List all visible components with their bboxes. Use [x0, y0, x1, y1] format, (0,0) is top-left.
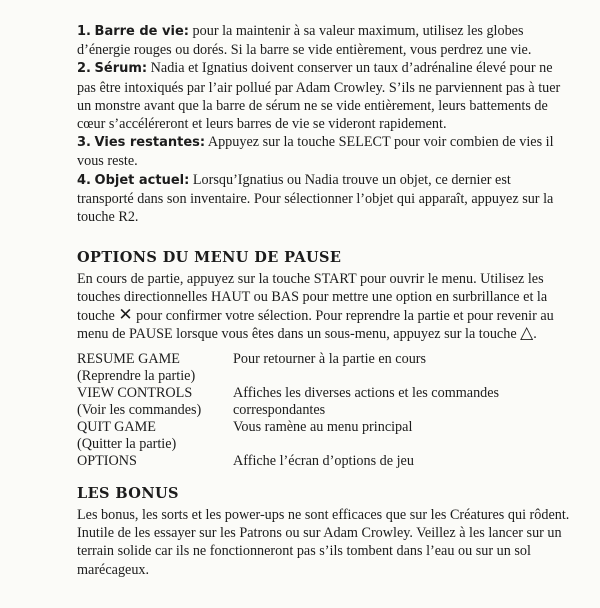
hud-item-current-object [77, 171, 570, 227]
bonus-text: Les bonus, les sorts et les power-ups ne sont efficaces que sur les Créatures qui rôdent. Inutile de les essayer sur les Patrons ou sur Adam Crowley. Veillez à les lancer sur un terrain solide car ils ne fonctionneront pas s’ils tombent dans l’eau ou sur un sol marécageux. [77, 507, 570, 578]
item-term: Vies restantes: [94, 135, 206, 151]
intro-text-a: En cours de partie, appuyez sur la touche START pour ouvrir le menu. Utilisez les touches directionnelles HAUT ou BAS pour mettre une option en surbrillance et la touche [77, 271, 548, 324]
option-subtitle: (Reprendre la partie) [77, 368, 196, 385]
option-name: VIEW CONTROLS [77, 385, 193, 402]
hud-item-serum [77, 59, 570, 133]
option-row-options [77, 453, 570, 470]
option-row-resume [77, 351, 570, 385]
hud-item-lives [77, 133, 570, 170]
option-row-view-controls [77, 385, 570, 419]
item-number: 2. [77, 61, 91, 77]
option-name-cell [77, 453, 233, 470]
option-row-quit [77, 419, 570, 453]
option-subtitle: (Quitter la partie) [77, 436, 177, 453]
item-term: Objet actuel: [94, 172, 190, 188]
option-description: Affiches les diverses actions et les commandes correspondantes [233, 385, 500, 419]
pause-options-table [77, 351, 570, 470]
option-description: Affiche l’écran d’options de jeu [233, 453, 414, 470]
option-name-cell [77, 351, 233, 385]
option-description: Pour retourner à la partie en cours [233, 351, 427, 368]
cross-button-icon: ✕ [118, 304, 133, 325]
item-term: Sérum: [94, 61, 148, 77]
pause-menu-intro [77, 270, 570, 343]
item-text: Nadia et Ignatius doivent conserver un taux d’adrénaline élevé pour ne pas être intoxiqués par l’air pollué par Adam Crowley. S’ils ne parviennent pas à tuer un monstre avant que la barre de sérum ne se vide entièrement, leurs battements de cœur s’accéléreront et leurs barres de vie se videront rapidement. [77, 60, 561, 133]
intro-end: . [533, 325, 537, 342]
intro-text-b: pour confirmer votre sélection. Pour reprendre la partie et pour revenir au menu de PAUSE lorsque vous êtes dans un sous-menu, appuyez sur la touche [77, 307, 554, 342]
option-name-cell [77, 385, 233, 419]
hud-item-life-bar [77, 22, 570, 59]
hud-description-list [77, 22, 570, 226]
item-text: Appuyez sur la touche SELECT pour voir combien de vies il vous reste. [77, 134, 554, 170]
item-number: 4. [77, 172, 91, 188]
item-text: pour la maintenir à sa valeur maximum, utilisez les globes d’énergie rouges ou dorés. Si la barre se vide entièrement, vous perdrez une vie. [77, 23, 532, 59]
option-name-cell [77, 419, 233, 453]
triangle-button-icon: △ [520, 322, 534, 343]
item-term: Barre de vie: [94, 24, 189, 39]
pause-menu-heading: OPTIONS DU MENU DE PAUSE [77, 249, 342, 267]
option-description: Vous ramène au menu principal [233, 419, 413, 436]
item-number: 3. [77, 135, 91, 151]
option-name: OPTIONS [77, 453, 137, 470]
option-subtitle: (Voir les commandes) [77, 402, 202, 419]
bonus-heading: LES BONUS [77, 485, 179, 503]
item-text: Lorsqu’Ignatius ou Nadia trouve un objet, ce dernier est transporté dans son inventaire. Pour sélectionner l’objet qui apparaît, appuyez sur la touche R2. [77, 171, 554, 226]
option-name: QUIT GAME [77, 419, 156, 436]
item-number: 1. [77, 24, 91, 39]
option-name: RESUME GAME [77, 351, 180, 368]
